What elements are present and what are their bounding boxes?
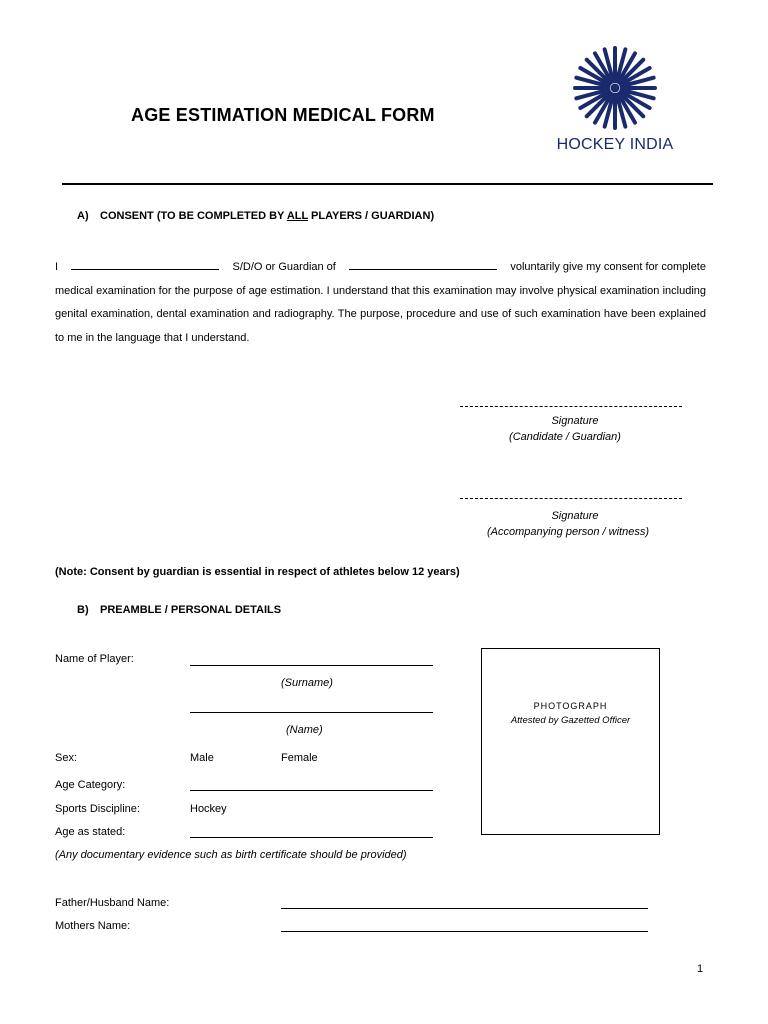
- page-number: 1: [697, 963, 704, 975]
- guardian-of-blank[interactable]: [349, 257, 497, 270]
- hockey-india-logo: [540, 36, 690, 176]
- age-category-label: Age Category:: [55, 779, 126, 791]
- surname-field[interactable]: [190, 665, 433, 666]
- signature-label: Signature: [551, 415, 599, 427]
- name-hint: (Name): [286, 724, 323, 736]
- age-category-field[interactable]: [190, 790, 433, 791]
- mother-name-label: Mothers Name:: [55, 920, 131, 932]
- page-title: AGE ESTIMATION MEDICAL FORM: [131, 105, 435, 125]
- sports-discipline-label: Sports Discipline:: [55, 803, 140, 815]
- name-label: Name of Player:: [55, 653, 134, 665]
- sex-option-female[interactable]: Female: [281, 752, 318, 764]
- section-a-heading: A) CONSENT (TO BE COMPLETED BY ALL PLAYERS / GUARDIAN): [77, 210, 435, 222]
- evidence-note: (Any documentary evidence such as birth certificate should be provided): [55, 849, 407, 861]
- sex-option-male[interactable]: Male: [190, 752, 214, 764]
- header-divider: [62, 183, 713, 185]
- age-stated-label: Age as stated:: [55, 826, 126, 838]
- signature-line-candidate[interactable]: [460, 406, 682, 407]
- father-name-label: Father/Husband Name:: [55, 897, 170, 909]
- signature-line-witness[interactable]: [460, 498, 682, 499]
- section-b-heading: B) PREAMBLE / PERSONAL DETAILS: [77, 604, 282, 616]
- age-stated-field[interactable]: [190, 837, 433, 838]
- photograph-box[interactable]: [481, 648, 660, 835]
- consent-note: (Note: Consent by guardian is essential in respect of athletes below 12 years): [55, 566, 460, 578]
- consent-paragraph: I S/D/O or Guardian of voluntarily give my consent for complete medical examination for the purpose of age estimation. I understand that this examination may involve physical examination including genital examination, dental examination and radiography. The purpose, procedure and use of such examination have been explained to me in the language that I understand.: [55, 256, 706, 350]
- signature-label: Signature: [551, 510, 599, 522]
- ashoka-wheel-icon: [540, 36, 690, 136]
- photo-subtitle: Attested by Gazetted Officer: [510, 715, 631, 726]
- name-field[interactable]: [190, 712, 433, 713]
- surname-hint: (Surname): [281, 677, 333, 689]
- signature-sub-candidate: (Candidate / Guardian): [509, 431, 621, 443]
- mother-name-field[interactable]: [281, 931, 648, 932]
- candidate-name-blank[interactable]: [71, 257, 219, 270]
- photo-title: PHOTOGRAPH: [533, 701, 608, 711]
- signature-sub-witness: (Accompanying person / witness): [486, 526, 649, 538]
- sports-discipline-value: Hockey: [190, 803, 227, 815]
- logo-text: HOCKEY INDIA: [556, 136, 674, 153]
- father-name-field[interactable]: [281, 908, 648, 909]
- sex-label: Sex:: [55, 752, 78, 764]
